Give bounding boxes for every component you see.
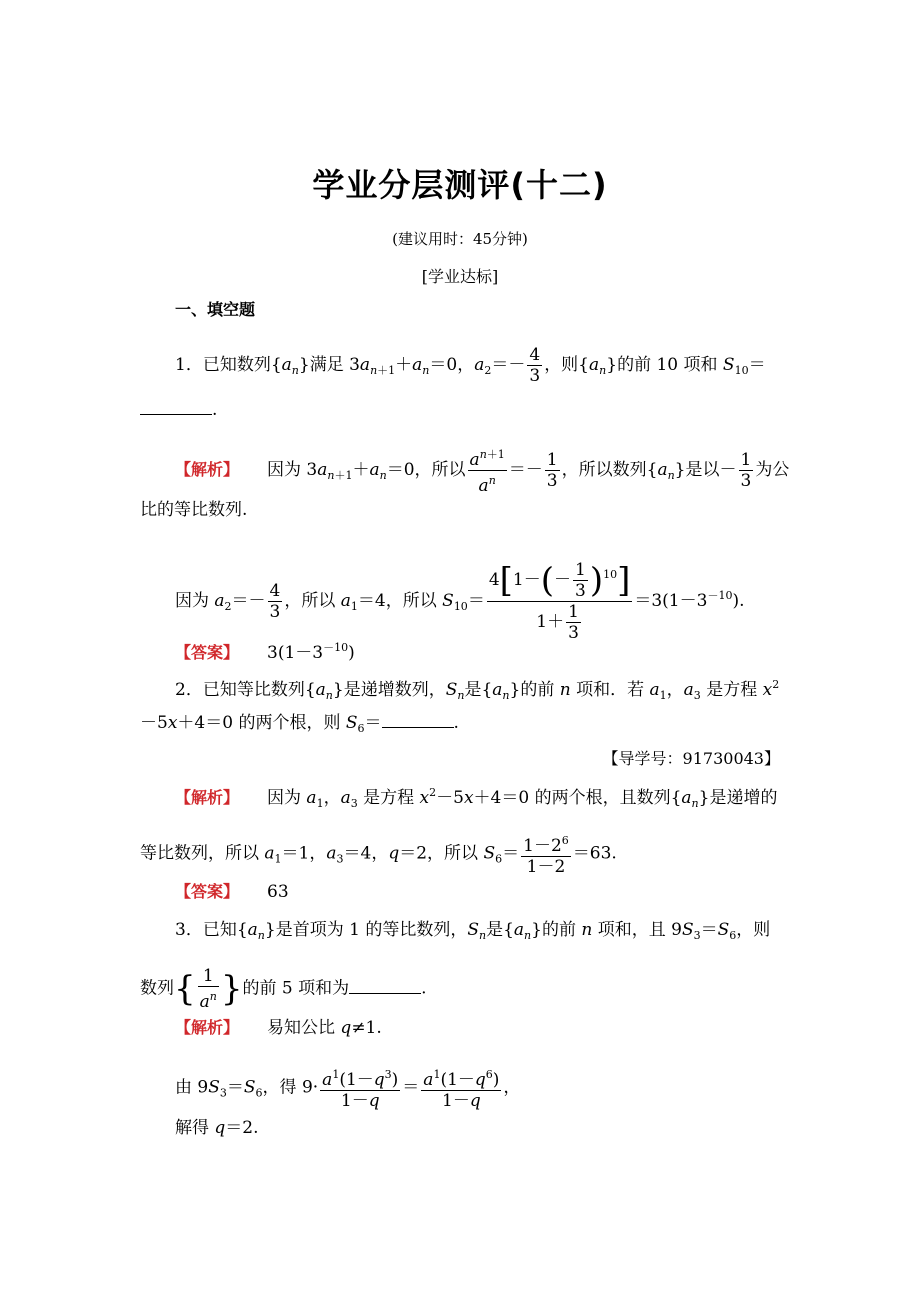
section-heading: 一、填空题 (175, 300, 256, 319)
q3-solution-line-3: 解得 q＝2. (175, 1118, 259, 1138)
question-1: 1．已知数列$\{a_n\}$满足 $3a_{n+1}+a_n=0$，$a_2=-$ $\frac{4}{3}$ ，则$\{a_n\}$的前 10 项和 $S_{10}=$ (175, 345, 766, 386)
q3-solution-line-1: 【解析】 易知公比 q≠1. (175, 1018, 382, 1038)
guide-number: 【导学号：91730043】 (602, 749, 780, 768)
q2-solution-line-2: 等比数列，所以 $a_1=1$，$a_3=4$，q＝2，所以 $S_6=$ $\frac{1-2^6}{1-2}$ ＝63. (140, 831, 780, 877)
question-1-blank: . (140, 398, 780, 422)
jiexi-tag: 【解析】 (175, 460, 240, 479)
q3-solution-line-2: 由 $9S_3=S_6$，得 9· $\frac{a^1(1-q^3)}{1-q}$ ＝ $\frac{a^1(1-q^6)}{1-q}$ ， (175, 1065, 815, 1111)
q2-solution-line-1: 【解析】 因为 $a_1$，$a_3$ 是方程 $x^2-5x+4=0$ 的两个根，且数列$\{a_n\}$是递增的 (175, 786, 778, 810)
question-2: 2．已知等比数列$\{a_n\}$是递增数列，$S_n$是$\{a_n\}$的前 n 项和．若 $a_1$，$a_3$ 是方程 $x^2$ (175, 678, 780, 702)
level-heading: [学业达标] (421, 267, 499, 286)
q1-solution-line-1: 【解析】 因为 $3a_{n+1}+a_n=0$，所以 $\frac{a^{n+1}}{a^n}$ ＝－ $\frac{1}{3}$ ，所以数列$\{a_n\}$是以－ $\frac{1}{3}$ 为公 (175, 445, 815, 496)
question-2-line-2: －5x＋4＝0 的两个根，则 $S_6=$ . (140, 713, 459, 735)
time-hint: (建议用时：45分钟) (392, 230, 528, 248)
daan-tag: 【答案】 (175, 643, 240, 662)
q1-solution-line-3: 因为 $a_2=-$ $\frac{4}{3}$ ，所以 $a_1=4$，所以 $S_{10}=$ 4[1－(－ $\frac{1}{3}$ )$^{10}$] 1＋ $\frac{1}{3}$ $=3(1-3^{-10})$. (175, 560, 745, 643)
q1-answer: 【答案】 $3(1-3^{-10})$ (175, 641, 355, 663)
page-title: 学业分层测评(十二) (312, 166, 608, 204)
q2-answer: 【答案】 63 (175, 882, 289, 902)
question-3-line-2: 数列{ $\frac{1}{a^n}$ }的前 5 项和为 . (140, 966, 427, 1012)
q1-solution-line-2: 比的等比数列. (140, 500, 248, 520)
question-3: 3．已知$\{a_n\}$是首项为 1 的等比数列，$S_n$是$\{a_n\}$的前 n 项和，且 $9S_3=S_6$，则 (175, 920, 771, 942)
